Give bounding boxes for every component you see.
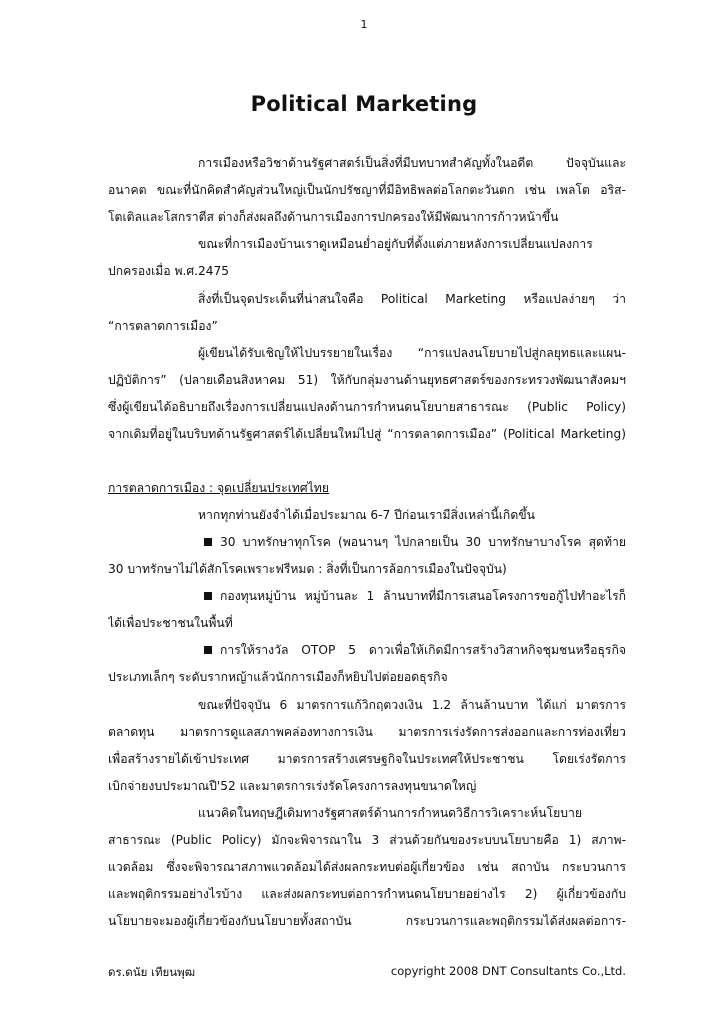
paragraph-line: ปกครองเมื่อ พ.ศ.2475 bbox=[108, 264, 230, 278]
paragraph-line: จากเดิมที่อยู่ในบริบทด้านรัฐศาสตร์ได้เปลี่ยนใหม่ไปสู่ “การตลาดการเมือง” (Political Marketing) bbox=[108, 427, 626, 441]
page-number: 1 bbox=[360, 18, 368, 31]
paragraph-line: ผู้เขียนได้รับเชิญให้ไปบรรยายในเรื่อง “การแปลงนโยบายไปสู่กลยุทธและแผน- bbox=[198, 346, 626, 360]
footer-copyright: copyright 2008 DNT Consultants Co.,Ltd. bbox=[390, 964, 626, 978]
paragraph-line: และพฤติกรรมอย่างไรบ้าง และส่งผลกระทบต่อการกำหนดนโยบายอย่างไร 2) ผู้เกี่ยวข้องกับ bbox=[108, 887, 626, 901]
page-footer bbox=[108, 964, 626, 982]
paragraph-line: อนาคต ขณะที่นักคิดสำคัญส่วนใหญ่เป็นนักปรัชญาที่มีอิทธิพลต่อโลกตะวันตก เช่น เพลโต อริส- bbox=[108, 183, 626, 197]
paragraph-line: แวดล้อม ซึ่งจะพิจารณาสภาพแวดล้อมได้ส่งผลกระทบต่อผู้เกี่ยวข้อง เช่น สถาบัน กระบวนการ bbox=[108, 860, 626, 874]
paragraph-line: “การตลาดการเมือง” bbox=[108, 319, 218, 333]
paragraph-line: ขณะที่การเมืองบ้านเราดูเหมือนย่ำอยู่กับที่ตั้งแต่ภายหลังการเปลี่ยนแปลงการ bbox=[198, 237, 593, 251]
bullet-line: การให้รางวัล OTOP 5 ดาวเพื่อให้เกิดมีการสร้างวิสาหกิจชุมชนหรือธุรกิจ bbox=[220, 643, 626, 657]
section-heading: การตลาดการเมือง : จุดเปลี่ยนประเทศไทย bbox=[108, 481, 329, 495]
bullet-line: 30 บาทรักษาทุกโรค (พอนานๆ ไปกลายเป็น 30 บาทรักษาบางโรค สุดท้าย bbox=[220, 535, 626, 549]
bullet-icon bbox=[204, 592, 212, 600]
paragraph-line: นโยบายจะมองผู้เกี่ยวข้องกับนโยบายทั้งสถาบัน กระบวนการและพฤติกรรมได้ส่งผลต่อการ- bbox=[108, 914, 626, 928]
paragraph-line: แนวคิดในทฤษฎีเดิมทางรัฐศาสตร์ด้านการกำหนดวิธีการวิเคราะห์นโยบาย bbox=[198, 806, 582, 820]
paragraph-line: ขณะที่ปัจจุบัน 6 มาตรการแก้วิกฤตวงเงิน 1.2 ล้านล้านบาท ได้แก่ มาตรการ bbox=[198, 698, 626, 712]
bullet-line: 30 บาทรักษาไม่ได้สักโรคเพราะฟรีหมด : สิ่งที่เป็นการล้อการเมืองในปัจจุบัน) bbox=[108, 562, 507, 576]
paragraph-line: การเมืองหรือวิชาด้านรัฐศาสตร์เป็นสิ่งที่มีบทบาทสำคัญทั้งในอดีต ปัจจุบันและ bbox=[198, 156, 626, 170]
footer-author: ดร.ดนัย เทียนพุฒ bbox=[108, 965, 196, 979]
paragraph-line: หากทุกท่านยังจำได้เมื่อประมาณ 6-7 ปีก่อนเรามีสิ่งเหล่านี้เกิดขึ้น bbox=[198, 508, 535, 522]
bullet-icon bbox=[204, 646, 212, 654]
document-title: Political Marketing bbox=[250, 92, 478, 116]
bullet-line: ได้เพื่อประชาชนในพื้นที่ bbox=[108, 616, 233, 630]
bullet-line: ประเภทเล็กๆ ระดับรากหญ้าแล้วนักการเมืองก็หยิบไปต่อยอดธุรกิจ bbox=[108, 670, 448, 684]
paragraph-line: เบิกจ่ายงบประมาณปี'52 และมาตรการเร่งรัดโครงการลงทุนขนาดใหญ่ bbox=[108, 779, 477, 793]
paragraph-line: ซึ่งผู้เขียนได้อธิบายถึงเรื่องการเปลี่ยนแปลงด้านการกำหนดนโยบายสาธารณะ (Public Policy) bbox=[108, 400, 626, 414]
paragraph-line: ปฏิบัติการ” (ปลายเดือนสิงหาคม 51) ให้กับกลุ่มงานด้านยุทธศาสตร์ของกระทรวงพัฒนาสังคมฯ bbox=[108, 373, 626, 387]
paragraph-line: สิ่งที่เป็นจุดประเด็นที่น่าสนใจคือ Political Marketing หรือแปลง่ายๆ ว่า bbox=[198, 292, 626, 306]
paragraph-line: เพื่อสร้างรายได้เข้าประเทศ มาตรการสร้างเศรษฐกิจในประเทศให้ประชาชน โดยเร่งรัดการ bbox=[108, 752, 626, 766]
bullet-line: กองทุนหมู่บ้าน หมู่บ้านละ 1 ล้านบาทที่มีการเสนอโครงการขอกู้ไปทำอะไรก็ bbox=[220, 589, 626, 603]
paragraph-line: สาธารณะ (Public Policy) มักจะพิจารณาใน 3 ส่วนด้วยกันของระบบนโยบายคือ 1) สภาพ- bbox=[108, 833, 626, 847]
paragraph-line: โตเติลและโสกราตีส ต่างก็ส่งผลถึงด้านการเมืองการปกครองให้มีพัฒนาการก้าวหน้าขึ้น bbox=[108, 210, 559, 224]
paragraph-line: ตลาดทุน มาตรการดูแลสภาพคล่องทางการเงิน มาตรการเร่งรัดการส่งออกและการท่องเที่ยว bbox=[108, 725, 626, 739]
bullet-icon bbox=[204, 538, 212, 546]
